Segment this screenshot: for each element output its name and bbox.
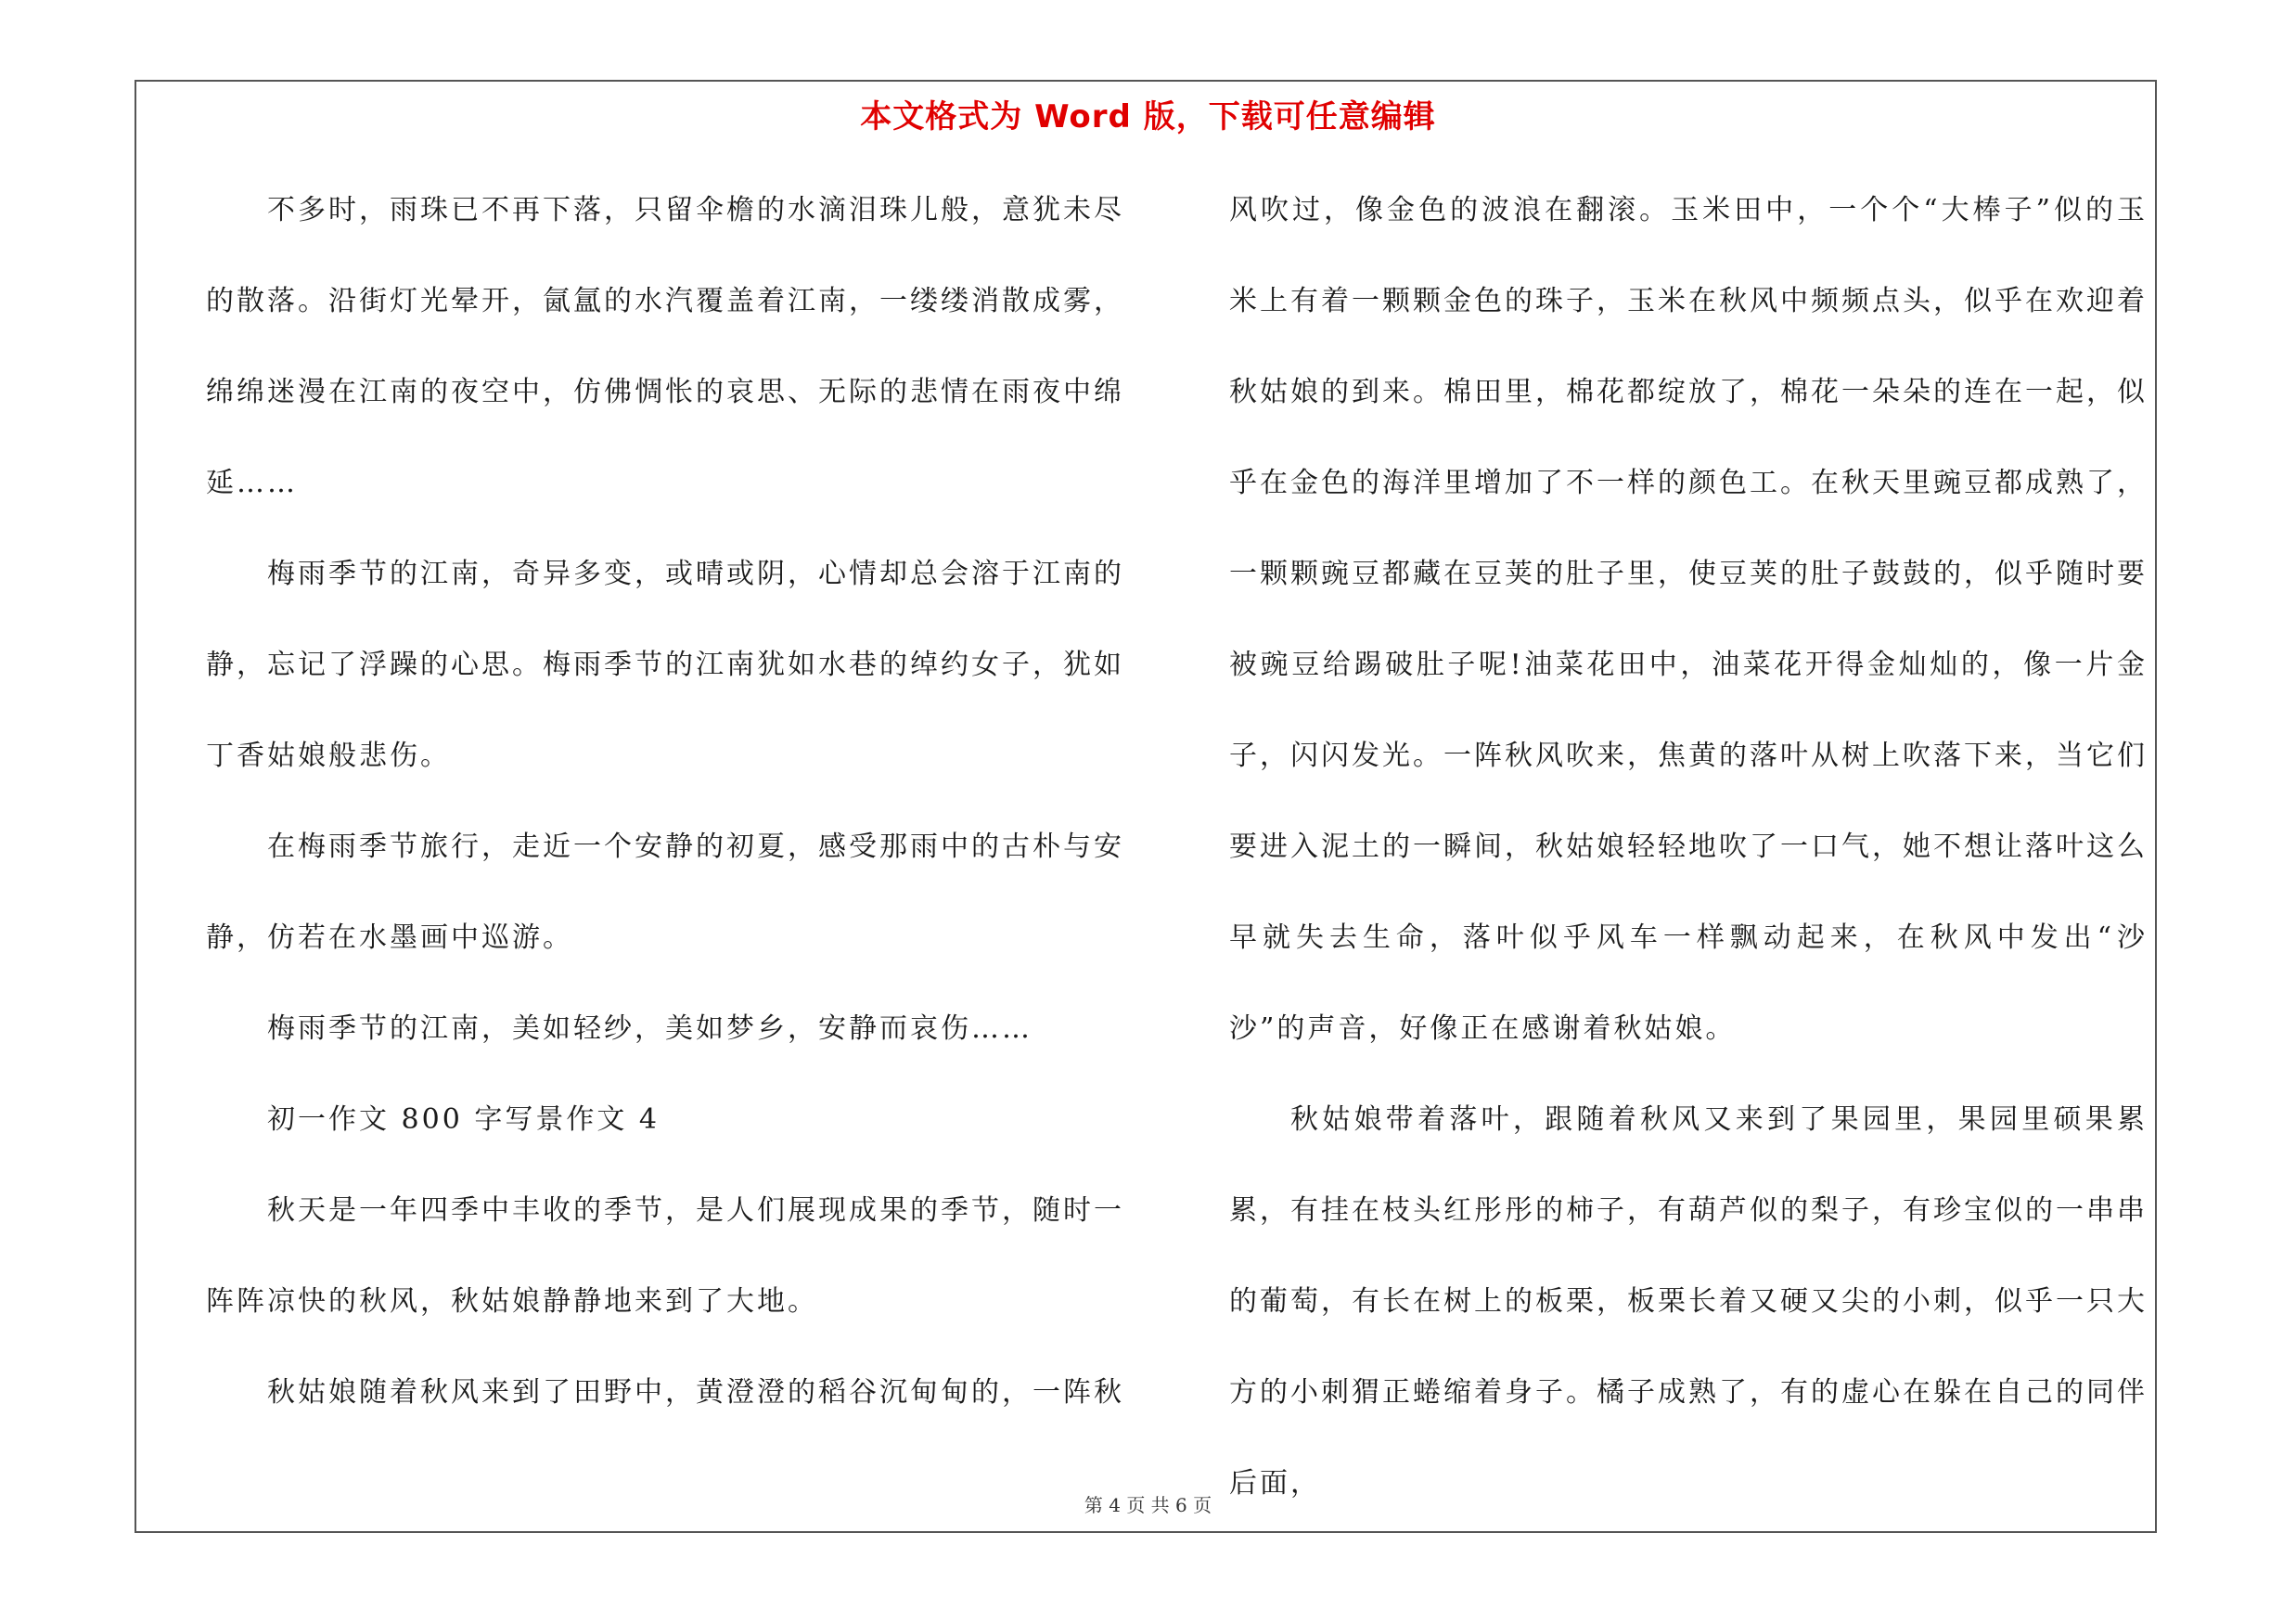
paragraph: 秋天是一年四季中丰收的季节，是人们展现成果的季节，随时一阵阵凉快的秋风，秋姑娘静静地来到了大地。 <box>206 1194 1124 1318</box>
paragraph: 不多时，雨珠已不再下落，只留伞檐的水滴泪珠儿般，意犹未尽的散落。沿街灯光晕开，氤氲的水汽覆盖着江南，一缕缕消散成雾，绵绵迷漫在江南的夜空中，仿佛惆怅的哀思、无际的悲情在雨夜中绵延…… <box>206 194 1124 499</box>
paragraph: 风吹过，像金色的波浪在翻滚。玉米田中，一个个“大棒子”似的玉米上有着一颗颗金色的珠子，玉米在秋风中频频点头，似乎在欢迎着秋姑娘的到来。棉田里，棉花都绽放了，棉花一朵朵的连在一起，似乎在金色的海洋里增加了不一样的颜色工。在秋天里豌豆都成熟了，一颗颗豌豆都藏在豆荚的肚子里，使豆荚的肚子鼓鼓的，似乎随时要被豌豆给踢破肚子呢!油菜花田中，油菜花开得金灿灿的，像一片金子，闪闪发光。一阵秋风吹来，焦黄的落叶从树上吹落下来，当它们要进入泥土的一瞬间，秋姑娘轻轻地吹了一口气，她不想让落叶这么早就失去生命，落叶似乎风车一样飘动起来，在秋风中发出“沙沙”的声音，好像正在感谢着秋姑娘。 <box>1229 194 2148 1045</box>
page-number: 第 4 页 共 6 页 <box>1084 1494 1212 1516</box>
paragraph: 梅雨季节的江南，奇异多变，或晴或阴，心情却总会溶于江南的静，忘记了浮躁的心思。梅雨季节的江南犹如水巷的绰约女子，犹如丁香姑娘般悲伤。 <box>206 558 1124 772</box>
paragraph: 梅雨季节的江南，美如轻纱，美如梦乡，安静而哀伤…… <box>267 1012 1033 1045</box>
document-banner: 本文格式为 Word 版，下载可任意编辑 <box>860 98 1436 135</box>
right-column <box>1229 165 2148 1529</box>
left-column <box>206 165 1124 1438</box>
section-heading: 初一作文 800 字写景作文 4 <box>267 1103 660 1136</box>
paragraph: 在梅雨季节旅行，走近一个安静的初夏，感受那雨中的古朴与安静，仿若在水墨画中巡游。 <box>206 831 1124 954</box>
paragraph: 秋姑娘随着秋风来到了田野中，黄澄澄的稻谷沉甸甸的，一阵秋 <box>267 1376 1124 1409</box>
paragraph: 秋姑娘带着落叶，跟随着秋风又来到了果园里，果园里硕果累累，有挂在枝头红彤彤的柿子，有葫芦似的梨子，有珍宝似的一串串的葡萄，有长在树上的板栗，板栗长着又硬又尖的小刺，似乎一只大方的小刺猬正蜷缩着身子。橘子成熟了，有的虚心在躲在自己的同伴后面， <box>1229 1103 2148 1500</box>
